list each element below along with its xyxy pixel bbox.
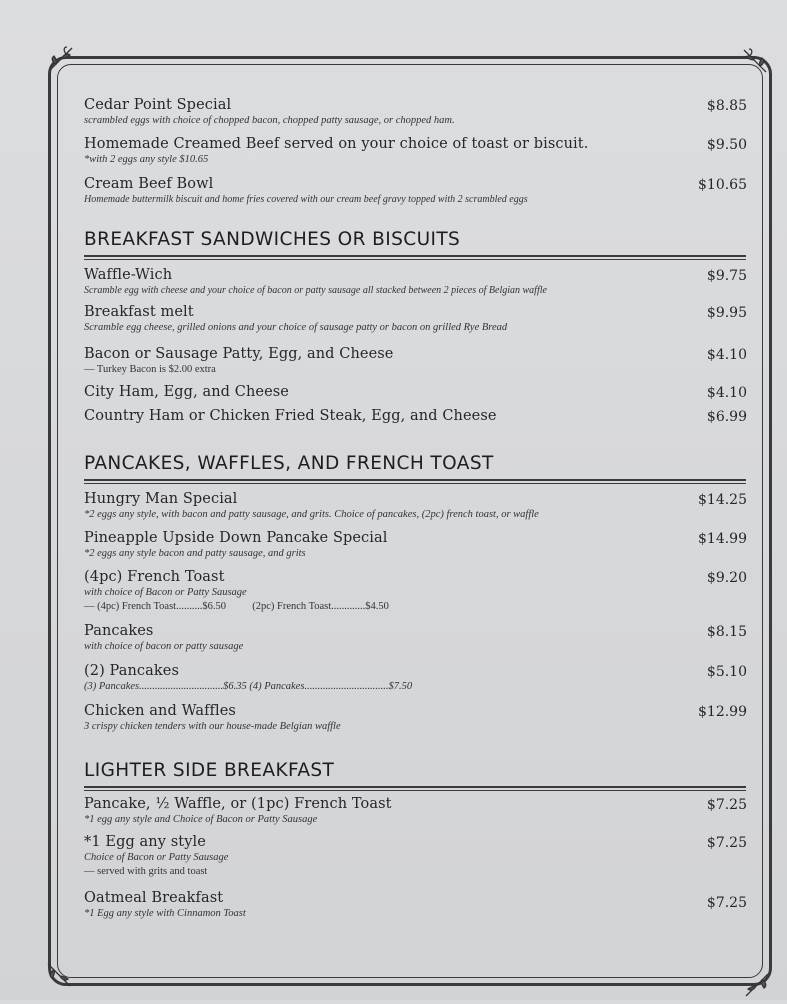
- item-price: $5.10: [706, 664, 747, 680]
- item-description: Choice of Bacon or Patty Sausage: [84, 852, 229, 863]
- item-price: $8.15: [706, 624, 747, 640]
- item-price: $6.99: [706, 409, 747, 425]
- section-divider: [84, 255, 746, 257]
- menu-item: [84, 303, 747, 345]
- item-price: $7.25: [706, 797, 747, 813]
- item-name: Country Ham or Chicken Fried Steak, Egg, and Cheese: [84, 408, 497, 424]
- item-description: scrambled eggs with choice of chopped bacon, chopped patty sausage, or chopped ham.: [84, 115, 455, 126]
- menu-item: [84, 702, 747, 738]
- item-price: $8.85: [706, 98, 747, 114]
- item-description: 3 crispy chicken tenders with our house-made Belgian waffle: [84, 721, 341, 732]
- item-description: (3) Pancakes................................$6.35 (4) Pancakes................................$7.50: [84, 681, 413, 692]
- item-price: $4.10: [706, 385, 747, 401]
- menu-item: [84, 407, 747, 431]
- item-note: — served with grits and toast: [84, 866, 208, 877]
- menu-item: [84, 529, 747, 568]
- menu-item: [84, 345, 747, 383]
- item-name: Cream Beef Bowl: [84, 176, 214, 192]
- item-price: $9.95: [706, 305, 747, 321]
- item-price: $10.65: [698, 177, 747, 193]
- item-price: $9.75: [706, 268, 747, 284]
- menu-item: [84, 96, 747, 135]
- item-price: $9.20: [706, 570, 747, 586]
- menu-item: [84, 175, 747, 219]
- item-price: $4.10: [706, 347, 747, 363]
- item-note: — Turkey Bacon is $2.00 extra: [84, 364, 216, 375]
- section-title: BREAKFAST SANDWICHES OR BISCUITS: [84, 229, 461, 250]
- item-name: (2) Pancakes: [84, 663, 180, 679]
- section-breakfast-sandwiches: [84, 229, 747, 431]
- item-name: *1 Egg any style: [84, 834, 206, 850]
- item-name: (4pc) French Toast: [84, 569, 225, 585]
- menu-item: [84, 833, 747, 889]
- item-price: $7.25: [706, 835, 747, 851]
- section-divider: [84, 786, 746, 788]
- menu-item: [84, 889, 747, 925]
- item-name: Pancakes: [84, 623, 154, 639]
- menu-item: [84, 662, 747, 702]
- floral-sprig-icon: [740, 46, 770, 76]
- menu-item: [84, 266, 747, 303]
- floral-sprig-icon: [46, 44, 76, 74]
- top-items: [84, 96, 747, 219]
- item-description: Scramble egg cheese, grilled onions and your choice of sausage patty or bacon on grilled Rye Bread: [84, 322, 508, 333]
- item-name: Cedar Point Special: [84, 97, 232, 113]
- menu-content: [84, 96, 747, 925]
- section-title: PANCAKES, WAFFLES, AND FRENCH TOAST: [84, 453, 494, 474]
- item-description: with choice of Bacon or Patty Sausage: [84, 587, 247, 598]
- item-name: Waffle-Wich: [84, 267, 173, 283]
- item-description: *1 egg any style and Choice of Bacon or Patty Sausage: [84, 814, 318, 825]
- floral-sprig-icon: [742, 970, 772, 1000]
- item-name: Pancake, ½ Waffle, or (1pc) French Toast: [84, 796, 392, 812]
- section-title: LIGHTER SIDE BREAKFAST: [84, 760, 335, 781]
- section-lighter-side: [84, 760, 747, 925]
- section-divider: [84, 479, 746, 481]
- item-name: Homemade Creamed Beef served on your choice of toast or biscuit.: [84, 136, 589, 152]
- item-name: Chicken and Waffles: [84, 703, 236, 719]
- item-note: — (4pc) French Toast..........$6.50 (2pc) French Toast.............$4.50: [84, 601, 389, 612]
- item-description: *2 eggs any style bacon and patty sausage, and grits: [84, 548, 306, 559]
- menu-item: [84, 568, 747, 622]
- item-name: Oatmeal Breakfast: [84, 890, 224, 906]
- item-description: *2 eggs any style, with bacon and patty sausage, and grits. Choice of pancakes, (2pc) french toast, or waffle: [84, 509, 539, 520]
- menu-item: [84, 795, 747, 833]
- item-price: $14.25: [698, 492, 747, 508]
- menu-item: [84, 490, 747, 529]
- item-description: *1 Egg any style with Cinnamon Toast: [84, 908, 246, 919]
- item-price: $14.99: [698, 531, 747, 547]
- item-name: Hungry Man Special: [84, 491, 238, 507]
- menu-item: [84, 383, 747, 407]
- item-description: Homemade buttermilk biscuit and home fries covered with our cream beef gravy topped with 2 scrambled eggs: [84, 194, 528, 205]
- item-description: Scramble egg with cheese and your choice of bacon or patty sausage all stacked between 2 pieces of Belgian waffle: [84, 285, 547, 296]
- item-description: *with 2 eggs any style $10.65: [84, 154, 209, 165]
- item-name: Breakfast melt: [84, 304, 194, 320]
- item-name: City Ham, Egg, and Cheese: [84, 384, 289, 400]
- section-pancakes-waffles: [84, 453, 747, 738]
- item-name: Pineapple Upside Down Pancake Special: [84, 530, 388, 546]
- menu-item: [84, 135, 747, 175]
- item-price: $12.99: [698, 704, 747, 720]
- item-price: $9.50: [706, 137, 747, 153]
- menu-item: [84, 622, 747, 662]
- floral-sprig-icon: [44, 960, 74, 990]
- item-price: $7.25: [706, 895, 747, 911]
- item-name: Bacon or Sausage Patty, Egg, and Cheese: [84, 346, 394, 362]
- item-description: with choice of bacon or patty sausage: [84, 641, 244, 652]
